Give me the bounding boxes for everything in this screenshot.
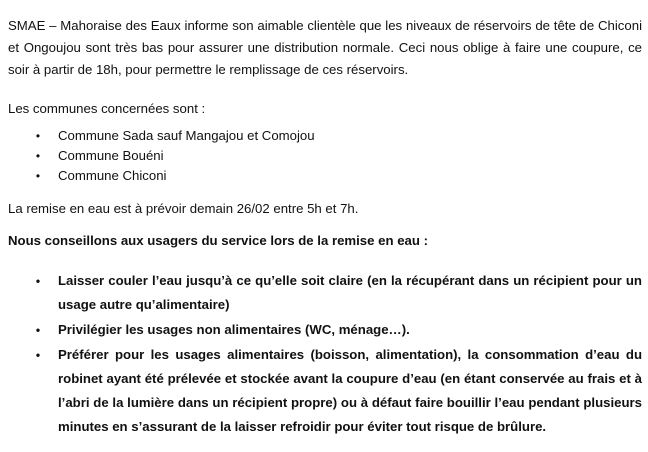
commune-label: Commune Bouéni	[58, 148, 164, 163]
advice-text: Préférer pour les usages alimentaires (boisson, alimentation), la consommation d’eau du robinet ayant été prélevée et stockée avant la coupure d’eau (en étant conservée au frais et à l’abri de la lumière dans un récipient propre) ou à défaut faire bouillir l’eau pendant plusieurs minutes en s’assurant de la laisser refroidir pour éviter tout risque de brûlure.	[58, 347, 642, 434]
bullet-icon: •	[35, 149, 41, 163]
bullet-icon: •	[35, 274, 41, 288]
commune-label: Commune Sada sauf Mangajou et Comojou	[58, 128, 315, 143]
bullet-icon: •	[35, 169, 41, 183]
bullet-icon: •	[35, 348, 41, 362]
list-item	[8, 126, 642, 146]
list-item	[8, 343, 642, 439]
list-item	[8, 166, 642, 186]
notice-document	[8, 0, 642, 440]
water-restoration-note: La remise en eau est à prévoir demain 26/02 entre 5h et 7h.	[8, 201, 359, 216]
advice-list	[8, 269, 642, 439]
advice-text: Privilégier les usages non alimentaires (WC, ménage…).	[58, 322, 410, 337]
bullet-icon: •	[35, 323, 41, 337]
communes-label: Les communes concernées sont :	[8, 101, 206, 116]
list-item	[8, 146, 642, 166]
list-item	[8, 318, 642, 342]
communes-list	[8, 126, 642, 186]
advice-text: Laisser couler l’eau jusqu’à ce qu’elle soit claire (en la récupérant dans un récipient pour un usage autre qu’alimentaire)	[58, 273, 642, 312]
list-item	[8, 269, 642, 317]
commune-label: Commune Chiconi	[58, 168, 167, 183]
advice-title: Nous conseillons aux usagers du service lors de la remise en eau :	[8, 233, 428, 248]
bullet-icon: •	[35, 129, 41, 143]
intro-paragraph: SMAE – Mahoraise des Eaux informe son aimable clientèle que les niveaux de réservoirs de tête de Chiconi et Ongoujou sont très bas pour assurer une distribution normale. Ceci nous oblige à faire une coupure, ce soir à partir de 18h, pour permettre le remplissage de ces réservoirs.	[8, 18, 642, 77]
